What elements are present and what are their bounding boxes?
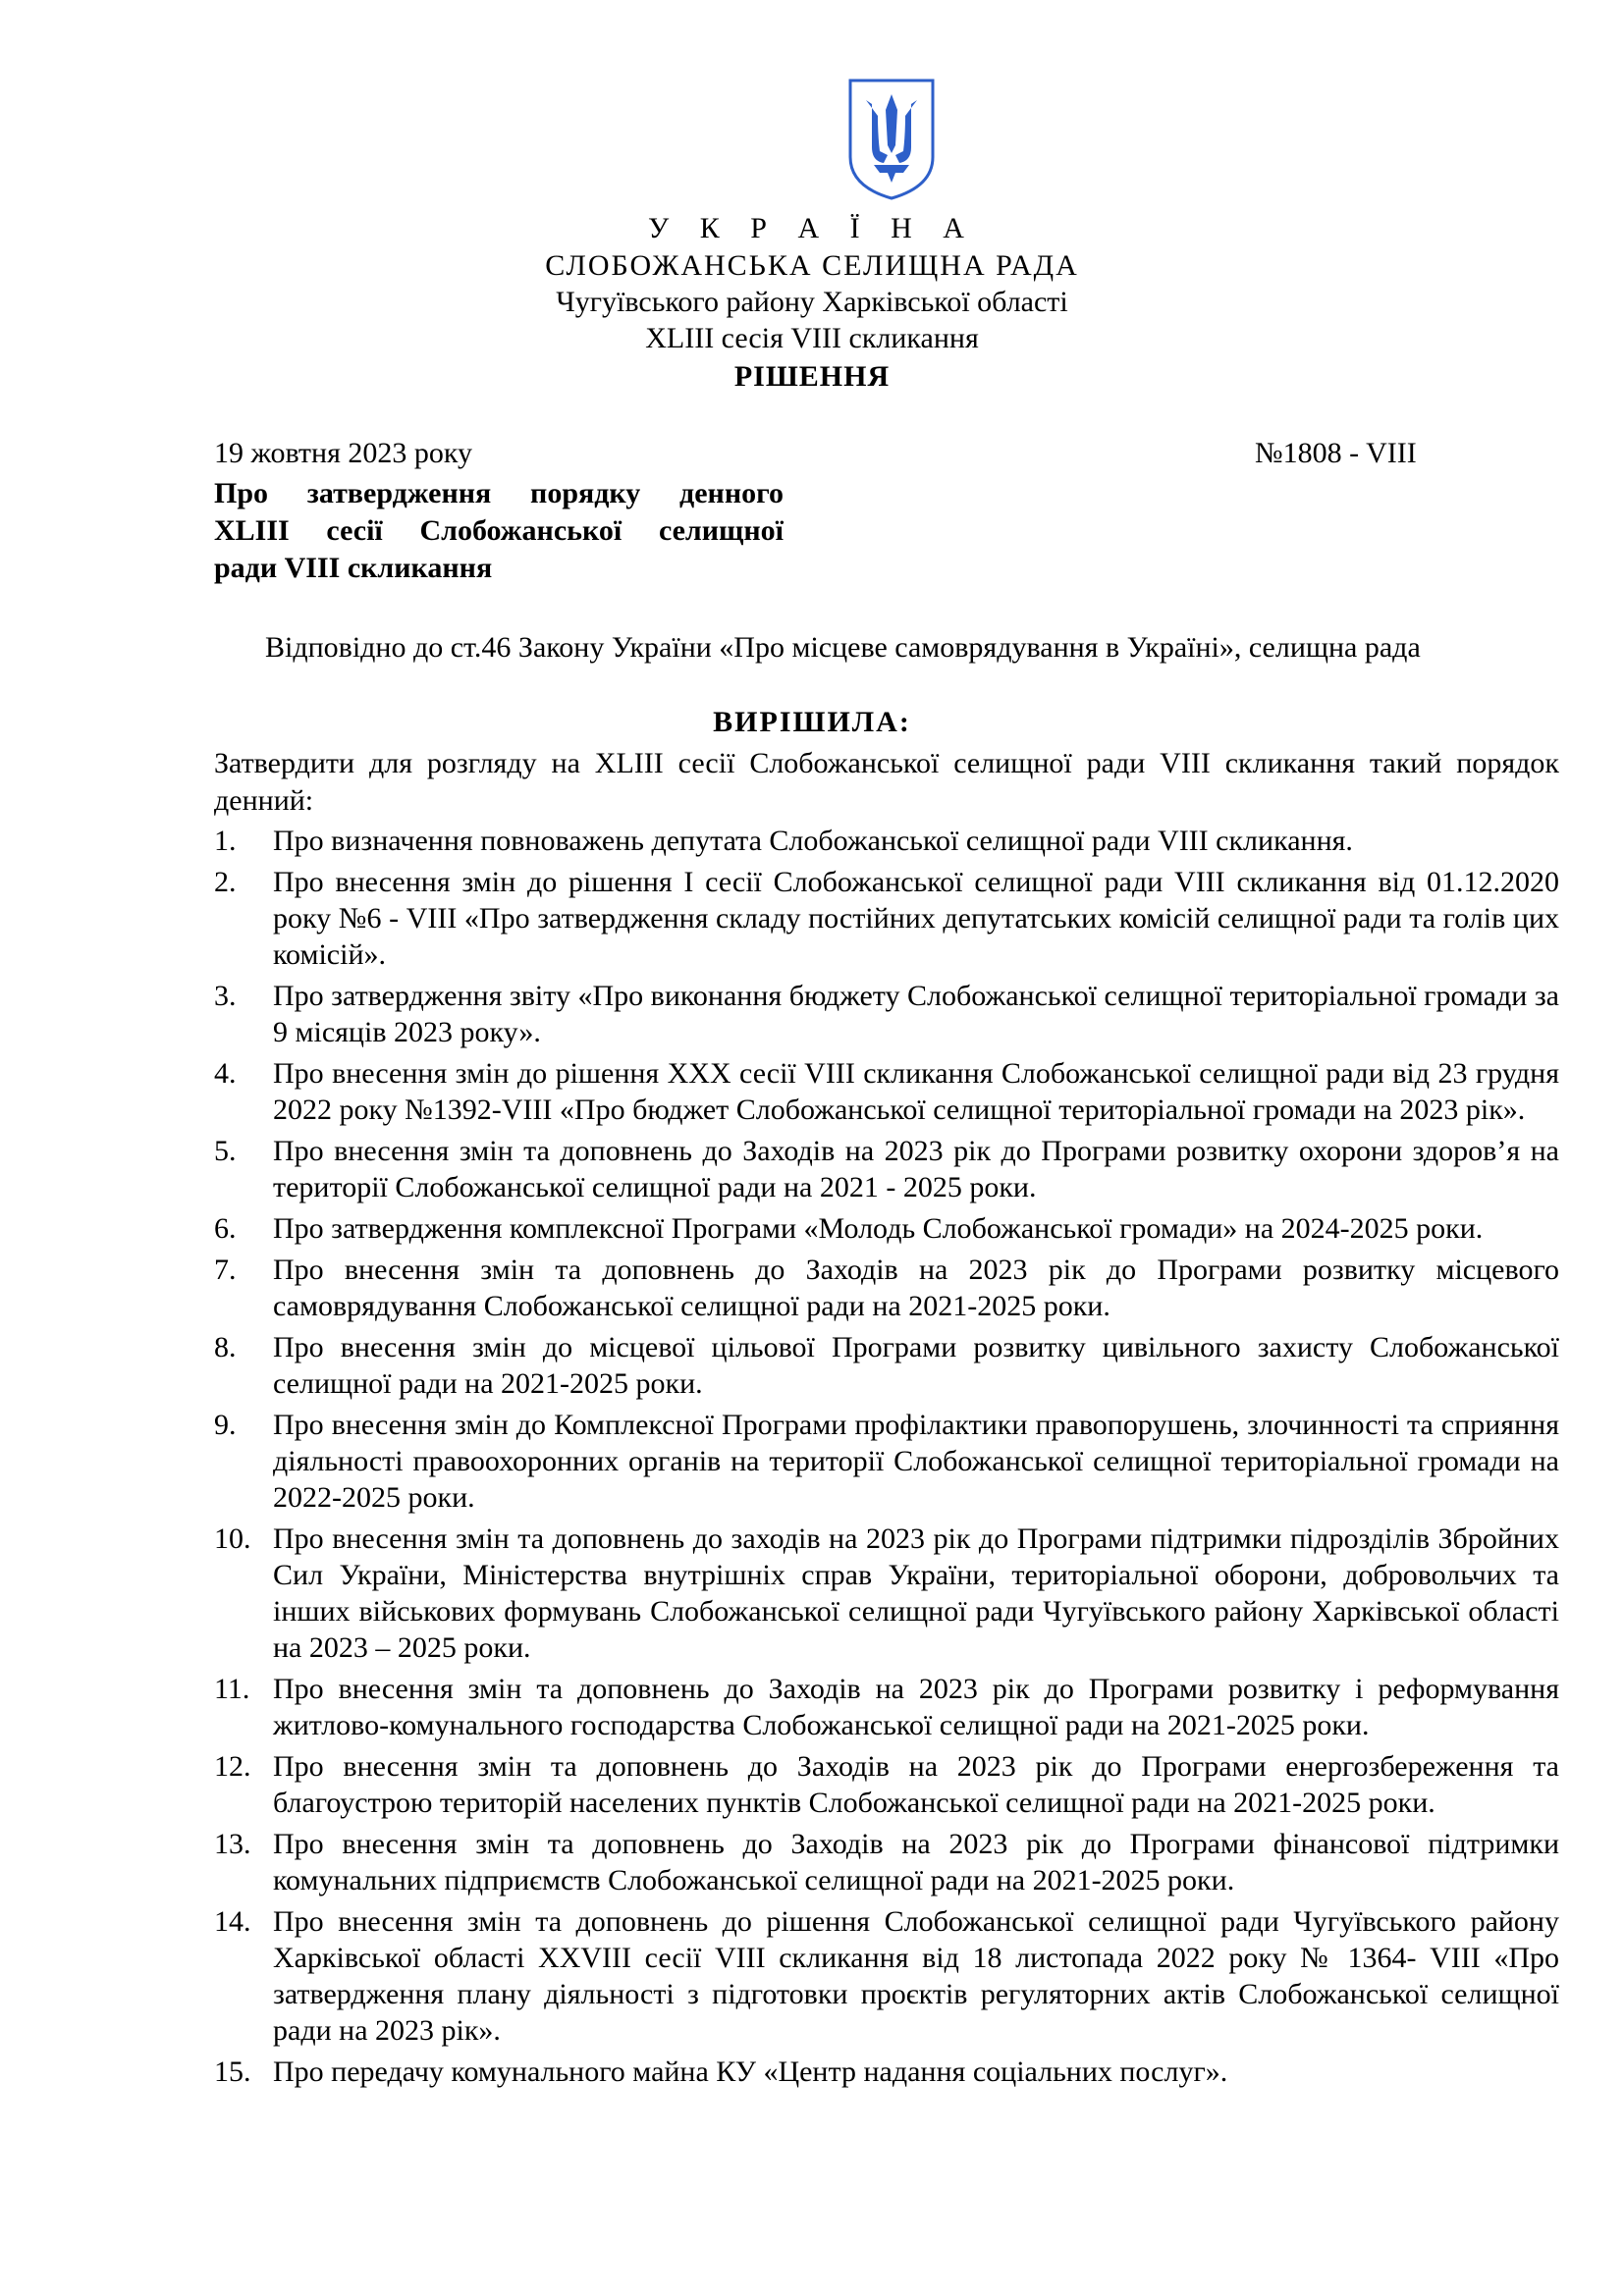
council-title: СЛОБОЖАНСЬКА СЕЛИЩНА РАДА bbox=[545, 249, 1079, 282]
agenda-item-text: Про внесення змін та доповнень до Заходів на 2023 рік до Програми енергозбереження та благоустрою територій населених пунктів Слобожанської селищної ради на 2021-2025 роки. bbox=[273, 1750, 1559, 1819]
agenda-item bbox=[214, 1521, 1559, 1666]
decision-number: №1808 - VIII bbox=[1255, 437, 1417, 469]
coat-of-arms-icon bbox=[844, 77, 939, 202]
agenda-item-text: Про затвердження звіту «Про виконання бюджету Слобожанської селищної територіальної громади за 9 місяців 2023 року». bbox=[273, 980, 1559, 1048]
agenda-item-number: 1. bbox=[214, 825, 237, 857]
agenda-item-text: Про внесення змін до Комплексної Програми профілактики правопорушень, злочинності та сприяння діяльності правоохоронних органів на території Слобожанської селищної територіальної громади на 2022-2025 роки. bbox=[273, 1409, 1559, 1514]
subject-line: XLIII сесії Слобожанської селищної bbox=[214, 514, 784, 547]
agenda-item-text: Про внесення змін та доповнень до Заходів на 2023 рік до Програми розвитку місцевого самоврядування Слобожанської селищної ради на 2021-2025 роки. bbox=[273, 1254, 1559, 1322]
subject-line: Про затвердження порядку денного bbox=[214, 477, 784, 509]
agenda-item-text: Про внесення змін до рішення XXX сесії VIII скликання Слобожанської селищної ради від 23 грудня 2022 року №1392-VIII «Про бюджет Слобожанської селищної територіальної громади на 2023 рік». bbox=[273, 1057, 1559, 1126]
document-type: РІШЕННЯ bbox=[733, 360, 891, 393]
agenda-item-number: 2. bbox=[214, 866, 237, 898]
agenda-item-number: 11. bbox=[214, 1673, 250, 1705]
agenda-item bbox=[214, 823, 1559, 859]
agenda-item-number: 5. bbox=[214, 1135, 237, 1167]
agenda-item bbox=[214, 1055, 1559, 1128]
agenda-item-text: Про внесення змін та доповнень до Заходів на 2023 рік до Програми розвитку охорони здоров’я на території Слобожанської селищної ради на 2021 - 2025 роки. bbox=[273, 1135, 1559, 1203]
agenda-item bbox=[214, 1903, 1559, 2049]
agenda-item bbox=[214, 1210, 1559, 1247]
agenda-item-number: 12. bbox=[214, 1750, 251, 1783]
agenda-item bbox=[214, 1671, 1559, 1743]
agenda-item-text: Про передачу комунального майна КУ «Центр надання соціальних послуг». bbox=[273, 2056, 1228, 2088]
subject-line: ради VIII скликання bbox=[214, 552, 493, 584]
decision-subject bbox=[214, 475, 784, 587]
agenda-item-number: 3. bbox=[214, 980, 237, 1012]
agenda-item bbox=[214, 1329, 1559, 1402]
agenda-item bbox=[214, 1133, 1559, 1205]
district-title: Чугуївського району Харківської області bbox=[556, 286, 1068, 318]
agenda-item bbox=[214, 2054, 1559, 2090]
agenda-list bbox=[214, 823, 1559, 2095]
trident-emblem bbox=[844, 77, 939, 202]
agenda-item-text: Про внесення змін до рішення I сесії Слобожанської селищної ради VIII скликання від 01.12.2020 року №6 - VIII «Про затвердження складу постійних депутатських комісій селищної ради та голів цих комісій». bbox=[273, 866, 1559, 971]
agenda-item-number: 9. bbox=[214, 1409, 237, 1441]
resolved-heading: ВИРІШИЛА: bbox=[713, 706, 911, 738]
agenda-item bbox=[214, 1252, 1559, 1324]
agenda-item-text: Про визначення повноважень депутата Слобожанської селищної ради VIII скликання. bbox=[273, 825, 1353, 857]
approval-text: Затвердити для розгляду на XLIII сесії Слобожанської селищної ради VIII скликання такий порядок денний: bbox=[214, 747, 1559, 817]
agenda-item-number: 10. bbox=[214, 1522, 251, 1555]
agenda-item-text: Про внесення змін та доповнень до рішення Слобожанської селищної ради Чугуївського району Харківської області XXVIII сесії VIII скликання від 18 листопада 2022 року № 1364- VIII «Про затвердження плану діяльності з підготовки проєктів регуляторних актів Слобожанської селищної ради на 2023 рік». bbox=[273, 1905, 1559, 2047]
agenda-item-number: 7. bbox=[214, 1254, 237, 1286]
agenda-item-text: Про внесення змін та доповнень до Заходів на 2023 рік до Програми розвитку і реформування житлово-комунального господарства Слобожанської селищної ради на 2021-2025 роки. bbox=[273, 1673, 1559, 1741]
agenda-item-number: 4. bbox=[214, 1057, 237, 1090]
agenda-item bbox=[214, 1826, 1559, 1898]
agenda-item-number: 14. bbox=[214, 1905, 251, 1938]
agenda-item-number: 13. bbox=[214, 1828, 251, 1860]
agenda-item bbox=[214, 1748, 1559, 1821]
agenda-item-text: Про затвердження комплексної Програми «Молодь Слобожанської громади» на 2024-2025 роки. bbox=[273, 1212, 1484, 1245]
agenda-item-number: 15. bbox=[214, 2056, 251, 2088]
agenda-item-text: Про внесення змін та доповнень до Заходів на 2023 рік до Програми фінансової підтримки комунальних підприємств Слобожанської селищної ради на 2021-2025 роки. bbox=[273, 1828, 1559, 1896]
agenda-item-number: 8. bbox=[214, 1331, 237, 1363]
agenda-item-text: Про внесення змін та доповнень до заходів на 2023 рік до Програми підтримки підрозділів Збройних Сил України, Міністерства внутрішніх справ України, територіальної оборони, добровольчих та інших військових формувань Слобожанської селищної ради Чугуївського району Харківської області на 2023 – 2025 роки. bbox=[273, 1522, 1559, 1664]
agenda-item-text: Про внесення змін до місцевої цільової Програми розвитку цивільного захисту Слобожанської селищної ради на 2021-2025 роки. bbox=[273, 1331, 1559, 1400]
agenda-item bbox=[214, 978, 1559, 1050]
agenda-item bbox=[214, 1407, 1559, 1516]
agenda-item bbox=[214, 864, 1559, 973]
agenda-item-number: 6. bbox=[214, 1212, 237, 1245]
legal-basis: Відповідно до ст.46 Закону України «Про місцеве самоврядування в Україні», селищна рада bbox=[265, 631, 1421, 664]
country-title: У К Р А Ї Н А bbox=[648, 212, 976, 244]
session-title: XLIII сесія VIII скликання bbox=[645, 322, 979, 354]
decision-date: 19 жовтня 2023 року bbox=[214, 437, 473, 469]
